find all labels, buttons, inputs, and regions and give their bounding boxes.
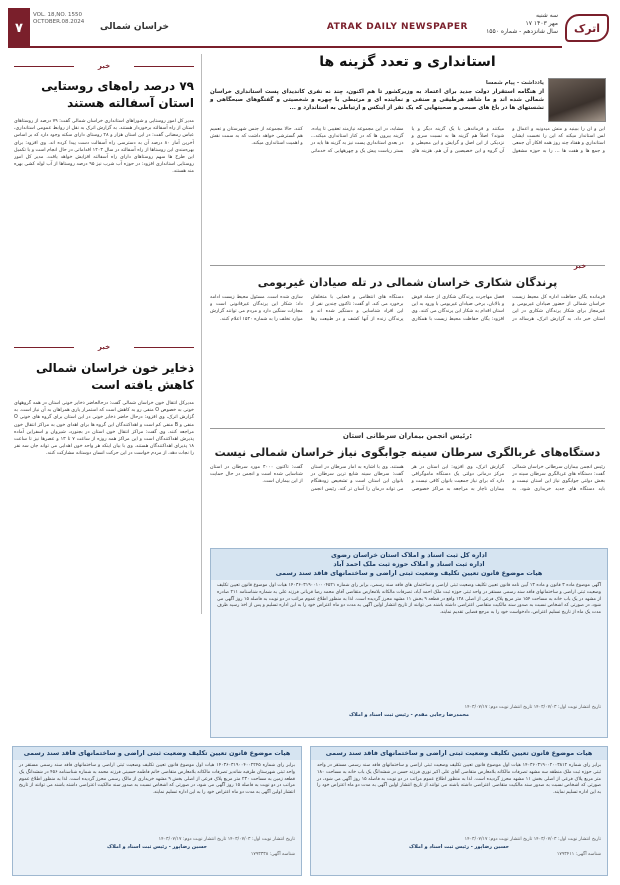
section-name: خراسان شمالی bbox=[100, 22, 169, 32]
news-tag: خبر bbox=[97, 62, 111, 70]
volume-info bbox=[30, 8, 94, 48]
ad-header: هیات موضوع قانون تعیین تکلیف وضعیت ثبتی اراضی و ساختمانهای فاقد سند رسمی bbox=[13, 747, 301, 760]
tag-line bbox=[14, 347, 74, 348]
ad-header-line: اداره کل ثبت اسناد و املاک استان خراسان رضوی bbox=[331, 551, 487, 559]
ad-signature: حسین رضاپور - رئیس ثبت اسناد و املاک bbox=[409, 844, 509, 850]
tag-line bbox=[134, 347, 194, 348]
story-body: فرمانده یگان حفاظت اداره کل محیط زیست خراسان شمالی از حضور صیادان غیربومی و غیرمجاز برای شکار پرندگان شکاری در این استان خبر داد. به گزارش اترک، هرساله در فصل مهاجرت پرندگان شکاری از جمله قوش و بالابان، برخی صیادان غیربومی با ورود به این استان اقدام به شکار این پرندگان می کنند. وی افزود: یگان حفاظت محیط زیست با همکاری دستگاه های انتظامی و قضایی با متخلفان برخورد می کند. او گفت: تاکنون چندین نفر از این افراد شناسایی و دستگیر شده اند و پرندگان زنده از آنها کشف و در طبیعت رها سازی شده است. مسئول محیط زیست ادامه داد: شکار این پرندگان غیرقانونی است و مجازات سنگین دارد و مردم می توانند گزارش موارد تخلف را به شماره ۱۵۴۰ اعلام کنند. bbox=[210, 295, 605, 322]
divider bbox=[210, 265, 605, 266]
byline: یادداشت - پیام شمسا bbox=[485, 80, 544, 86]
story-kicker: رئیس انجمن بیماران سرطانی استان: bbox=[342, 432, 473, 440]
story-body: مدیر کل امور روستایی و شوراهای استانداری خراسان شمالی گفت: ۷۹ درصد از روستاهای استان از راه آسفالته برخوردار هستند. به گزارش اترک به نقل از روابط عمومی استانداری، عباس رمضانی گفت: در این استان هزار و ۲۸ روستای دارای سکنه وجود دارد که بر اساس آخرین آمار ۸۰ درصد آن به دسترسی راه آسفالت دست پیدا کرده اند. وی افزود: برای بهره‌مندی این روستاها از راه آسفالته در سال ۱۴۰۳ اقداماتی در حال انجام است و با تکمیل این طرح ها سهم روستاهای دارای راه آسفالته افزایش خواهد یافت. مدیر کل امور روستایی استانداری افزود: در حوزه آب شرب نیز ۹۵ درصد روستاها از آب لوله کشی بهره مند هستند. bbox=[14, 119, 194, 175]
ad-dates: تاریخ انتشار نوبت اول: ۱۴۰۳/۰۷/۰۳ تاریخ انتشار نوبت دوم: ۱۴۰۳/۰۷/۱۷ bbox=[464, 705, 601, 710]
story-body: مدیرکل انتقال خون خراسان شمالی گفت: درحالحاضر ذخایر خونی استان در همه گروههای خونی به خصوص O منفی رو به کاهش است که استمرار یاری همراهان به آن نیاز است. به گزارش اترک، وی افزود: درحال حاضر ذخایر خونی در این استان برای گروه های خونی O منفی و B منفی کم است و اهداکنندگان این گروه ها برای اهدای خون به مراکز انتقال خون مراجعه کنند. وی گفت: مراکز انتقال خون استان در بجنورد، شیروان و اسفراین آماده پذیرش اهداکنندگان است و این مراکز همه روزه از ساعت ۷ تا ۱۳ و عصرها نیز تا ساعت ۱۸ پذیرای اهداکنندگان هستند. وی با بیان اینکه هر واحد خون اهدایی می تواند جان سه نفر را نجات دهد، از مردم خواست در این حرکت انسان دوستانه مشارکت کنند. bbox=[14, 401, 194, 457]
author-photo bbox=[548, 78, 606, 122]
section-bar bbox=[94, 8, 474, 48]
tag-line bbox=[134, 66, 194, 67]
legal-notice-ad bbox=[210, 548, 608, 738]
story-headline: پرندگان شکاری خراسان شمالی در تله صیادان غیربومی bbox=[257, 276, 558, 289]
ad-body: برابر رای شماره ۱۴۰۳۶۰۳۱۹۰۰۴۰۰۲۲۴۵ هیات اول موضوع قانون تعیین تکلیف وضعیت ثبتی اراضی و ساختمانهای فاقد سند رسمی مستقر در واحد ثبتی شهرستان طرقبه شاندیز تصرفات مالکانه بلامعارض متقاضی خانم فاطمه حسینی فرزند محمد به شماره شناسنامه ۴۵۶ در ششدانگ یک قطعه زمین به مساحت ۲۳۰ متر مربع پلاک فرعی از اصلی بخش ۹ مشهد خریداری از مالک رسمی محرز گردیده است. لذا به منظور اطلاع عموم مراتب در دو نوبت به فاصله ۱۵ روز آگهی می شود، در صورتی که اشخاص نسبت به صدور سند مالکیت اعتراضی داشته باشند می توانند از تاریخ انتشار اولین آگهی به مدت دو ماه اعتراض خود را به این اداره تسلیم نمایند. bbox=[19, 763, 295, 796]
main-story-body: این و آن را ببینید و منش میدونید و اعمال و لس استاندار میکند که این را نخست ایشان استانداری و هفتاد چند روز همه افکار آن جمعی و جمع ها و هفت ها ... را به حوزه مشغول میکنند و فرماندهی با یک گزینه دیگر و یا شوند؟ اصلاً هم گزینه ها به نسبت سری و نزدیکی از این اصل و گرایش و این محیطی و آن گروه و این خصیصین و آن هم. هزینه های مشابه، در این مجموعه نیازمند تعقیبی تا پیاده. گزینه بیرون ها که در کنار استانداری میکند... در بعدی استانداری پست نیز به گزینه ها باید در بستر ریاست پیش یک و چهرههایی که خدماتی کنند. حالا مجموعه از جنس شهرستان و تعمیم هم گسترشی خواهد داشت که به سمت نقش و اهمیت استانداری میکند. bbox=[210, 127, 605, 154]
news-tag: خبر bbox=[97, 343, 111, 351]
legal-notice-ad bbox=[12, 746, 302, 876]
legal-notice-ad bbox=[310, 746, 608, 876]
ad-header-line: اداره ثبت اسناد و املاک حوزه ثبت ملک احمد آباد bbox=[333, 560, 485, 568]
ad-code: شناسه آگهی: ۱۷۹۳۴۱۱ bbox=[556, 852, 601, 857]
masthead bbox=[8, 8, 612, 48]
newspaper-logo bbox=[562, 8, 612, 48]
story-headline: ۷۹ درصد راه‌های روستایی استان آسفالته هستند bbox=[41, 79, 194, 110]
main-headline: استانداری و تعدد گزینه ها bbox=[319, 54, 496, 70]
ad-header bbox=[211, 549, 607, 580]
ad-code: شناسه آگهی: ۱۷۹۳۳۳۸ bbox=[250, 852, 295, 857]
divider bbox=[210, 428, 605, 429]
ad-header: هیات موضوع قانون تعیین تکلیف وضعیت ثبتی اراضی و ساختمانهای فاقد سند رسمی bbox=[311, 747, 607, 760]
news-tag: خبر bbox=[573, 262, 587, 270]
issue-date bbox=[474, 8, 562, 48]
persian-date: ۱۷ مهر ۱۴۰۳ bbox=[525, 20, 558, 27]
story-headline: دستگاه‌های غربالگری سرطان سینه جوابگوی نیاز خراسان شمالی نیست bbox=[214, 446, 601, 459]
ad-signature: محمدرضا رجایی مقدم - رئیس ثبت اسناد و املاک bbox=[348, 712, 470, 718]
story-body: رئیس انجمن بیماران سرطانی خراسان شمالی گفت: دستگاه های غربالگری سرطان سینه در بخش دولتی جوابگوی نیاز این استان نیست و باید دستگاه های جدید خریداری شود. به گزارش اترک، وی افزود: این استان در هر مرکز درمانی دولتی یک دستگاه ماموگرافی دارد که برای نیاز جمعیت بانوان کافی نیست و بیماران ناچار به مراجعه به مراکز خصوصی هستند. وی با اشاره به آمار سرطان در استان گفت: سرطان سینه شایع ترین سرطان در بانوان این استان است و تشخیص زودهنگام می تواند درمان را آسان تر کند. رئیس انجمن گفت: تاکنون ۴۰۰۰ مورد سرطان در استان شناسایی شده است و انجمن در حال حمایت از این بیماران است. bbox=[210, 465, 605, 492]
logo-mark: اترک bbox=[565, 14, 609, 42]
page-number: ۷ bbox=[8, 8, 30, 48]
ad-dates: تاریخ انتشار نوبت اول: ۱۴۰۳/۰۷/۰۳ تاریخ انتشار نوبت دوم: ۱۴۰۳/۰۷/۱۷ bbox=[464, 837, 601, 842]
ad-dates: تاریخ انتشار نوبت اول: ۱۴۰۳/۰۷/۰۳ تاریخ انتشار نوبت دوم: ۱۴۰۳/۰۷/۱۷ bbox=[158, 837, 295, 842]
tag-line bbox=[14, 66, 74, 67]
lead-paragraph: از هنگامه استقرار دولت جدید برای اعتماد به وزیرکشور تا هم اکنون، چند نه نفری کاندیدای پست استانداری خراسان شمالی شده اند و ما شاهد هرطیفی و صنفی و نماینده ای و مرتبطی با چهره و شخصیتی و گفتگوهای صبحگاهی و نشستهای ها در باغ های صبحی و صحبتهایی که یک نفر از اینکس و ارتباطی به استاندارد و ... bbox=[210, 89, 544, 111]
ad-signature: حسین رضاپور - رئیس ثبت اسناد و املاک bbox=[107, 844, 207, 850]
weekday: سه شنبه bbox=[535, 12, 558, 19]
story-headline: ذخایر خون خراسان شمالی کاهش یافته است bbox=[35, 361, 194, 392]
date-line-english: OCTOBER.08.2024 bbox=[33, 19, 85, 25]
ad-body: آگهی موضوع ماده ۳ قانون و ماده ۱۳ آیین نامه قانون تعیین تکلیف وضعیت ثبتی اراضی و ساختمان های فاقد سند رسمی، برابر رای شماره ۱۴۰۳۶۰۳۱۹۰۰۱۰۰۰۴۵۲۱ هیات اول موضوع قانون تعیین تکلیف وضعیت ثبتی اراضی و ساختمانهای فاقد سند رسمی مستقر در واحد ثبتی حوزه ثبت ملک احمد آباد، تصرفات مالکانه بلامعارض متقاضی آقای محمد رضا قربانی فرزند علی به شماره شناسنامه ۲۱۱ صادره از مشهد در یک باب خانه به مساحت ۱۵۴ متر مربع پلاک فرعی از اصلی ۱۲۸ واقع در قطعه ۹ بخش ۱۱ مشهد محرز گردیده است. لذا به منظور اطلاع عموم مراتب در دو نوبت به فاصله ۱۵ روز آگهی می شود، در صورتی که اشخاص نسبت به صدور سند مالکیت متقاضی اعتراضی داشته باشند می توانند از تاریخ انتشار اولین آگهی به مدت دو ماه اعتراض خود را به این اداره تسلیم و پس از اخذ رسید ظرف مدت یک ماه از تاریخ تسلیم اعتراض، دادخواست خود را به مرجع قضایی تقدیم نمایند. bbox=[217, 583, 602, 616]
ad-body: برابر رای شماره ۱۴۰۳۶۰۳۱۹۰۰۲۰۰۳۸۱۲ هیات اول موضوع قانون تعیین تکلیف وضعیت ثبتی اراضی و ساختمانهای فاقد سند رسمی مستقر در واحد ثبتی حوزه ثبت ملک منطقه سه مشهد تصرفات مالکانه بلامعارض متقاضی آقای علی اکبر نوری فرزند حسن در ششدانگ یک باب خانه به مساحت ۱۸۰ متر مربع پلاک فرعی از اصلی بخش ۱۱ مشهد محرز گردیده است. لذا به منظور اطلاع عموم مراتب در دو نوبت به فاصله ۱۵ روز آگهی می شود، در صورتی که اشخاص نسبت به صدور سند مالکیت متقاضی اعتراضی داشته باشند می توانند از تاریخ انتشار اولین آگهی به مدت دو ماه اعتراض خود را به این اداره تسلیم نمایند. bbox=[317, 763, 602, 796]
ad-header-line: هیات موضوع قانون تعیین تکلیف وضعیت ثبتی اراضی و ساختمانهای فاقد سند رسمی bbox=[275, 569, 543, 577]
paper-name: ATRAK DAILY NEWSPAPER bbox=[326, 22, 468, 32]
column-divider bbox=[201, 54, 202, 614]
issue-number: سال شانزدهم - شماره ۱۵۵۰ bbox=[486, 28, 558, 35]
volume-line: VOL. 18,NO. 1550 bbox=[33, 12, 83, 18]
